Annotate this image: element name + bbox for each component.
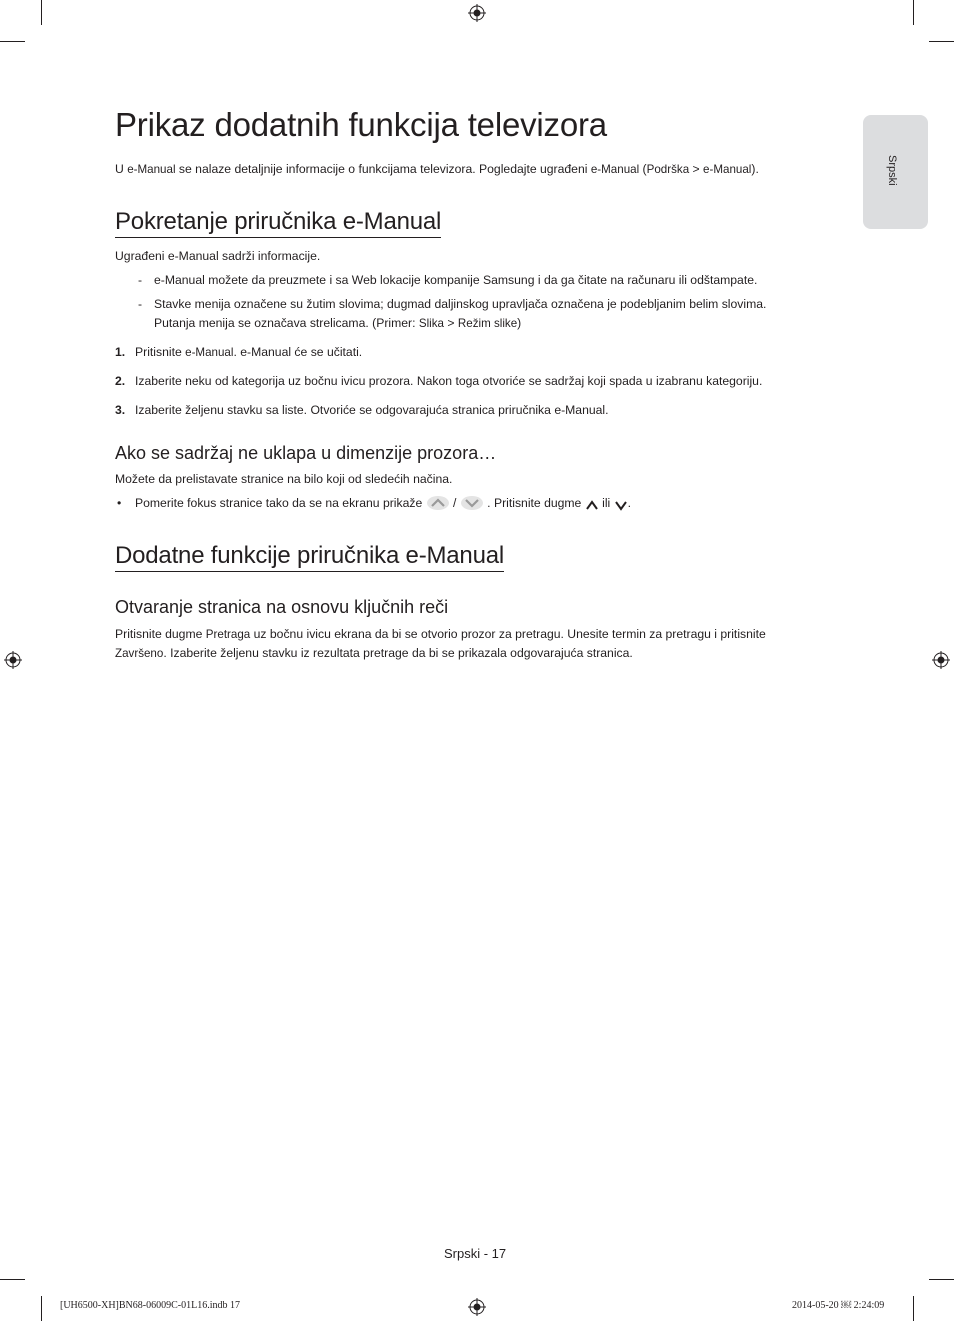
crop-mark <box>0 41 25 42</box>
registration-mark-icon <box>468 4 486 22</box>
section-heading: Dodatne funkcije priručnika e-Manual <box>115 542 504 572</box>
bullet-item: • Pomerite fokus stranice tako da se na ekranu prikaže / . Pritisnite dugme ili . <box>117 496 632 510</box>
crop-mark <box>913 1296 914 1321</box>
step-item: 3. Izaberite željenu stavku sa liste. Otvoriće se odgovarajuća stranica priručnika e-Manual. <box>115 403 609 417</box>
sub-heading: Otvaranje stranica na osnovu ključnih reči <box>115 597 449 617</box>
registration-mark-icon <box>932 651 950 669</box>
crop-mark <box>41 1296 42 1321</box>
crop-mark <box>929 41 954 42</box>
page-title: Prikaz dodatnih funkcija televizora <box>115 106 607 143</box>
scroll-down-button-icon <box>460 495 484 511</box>
registration-mark-icon <box>4 651 22 669</box>
intro-paragraph: U e-Manual se nalaze detaljnije informacije o funkcijama televizora. Pogledajte ugrađeni e-Manual (Podrška > e-Manual). <box>115 162 759 176</box>
step-item: 2. Izaberite neku od kategorija uz bočnu ivicu prozora. Nakon toga otvoriće se sadržaj koji spada u izabranu kategoriju. <box>115 374 763 388</box>
print-slug-left: [UH6500-XH]BN68-06009C-01L16.indb 17 <box>60 1300 240 1311</box>
section-heading: Pokretanje priručnika e-Manual <box>115 208 441 238</box>
crop-mark <box>913 0 914 25</box>
side-tab-label: Srpski <box>886 155 898 186</box>
step-item: 1. Pritisnite e-Manual. e-Manual će se učitati. <box>115 345 363 359</box>
registration-mark-icon <box>468 1298 486 1316</box>
dash-item: - e-Manual možete da preuzmete i sa Web lokacije kompanije Samsung i da ga čitate na računaru ili odštampate. <box>138 273 758 287</box>
section-lead: Ugrađeni e-Manual sadrži informacije. <box>115 249 321 263</box>
page-number: Srpski - 17 <box>444 1246 507 1261</box>
search-paragraph: Pritisnite dugme Pretraga uz bočnu ivicu ekrana da bi se otvorio prozor za pretragu. Unesite termin za pretragu i pritisnite Završeno. Izaberite željenu stavku iz rezultata pretrage da bi se prikazala odgovarajuća stranica. <box>115 627 766 660</box>
dash-item: - Stavke menija označene su žutim slovima; dugmad daljinskog upravljača označena je podebljanim belim slovima. Putanja menija se označava strelicama. (Primer: Slika > Režim slike) <box>138 297 767 330</box>
language-side-tab <box>863 115 928 229</box>
crop-mark <box>41 0 42 25</box>
chevron-down-icon <box>614 499 628 511</box>
scroll-up-button-icon <box>426 495 450 511</box>
chevron-up-icon <box>585 499 599 511</box>
print-slug-right: 2014-05-20 ￼ 2:24:09 <box>792 1300 885 1311</box>
sub-heading: Ako se sadržaj ne uklapa u dimenzije prozora… <box>115 443 497 463</box>
sub-lead: Možete da prelistavate stranice na bilo koji od sledećih načina. <box>115 472 453 486</box>
crop-mark <box>0 1279 25 1280</box>
crop-mark <box>929 1279 954 1280</box>
